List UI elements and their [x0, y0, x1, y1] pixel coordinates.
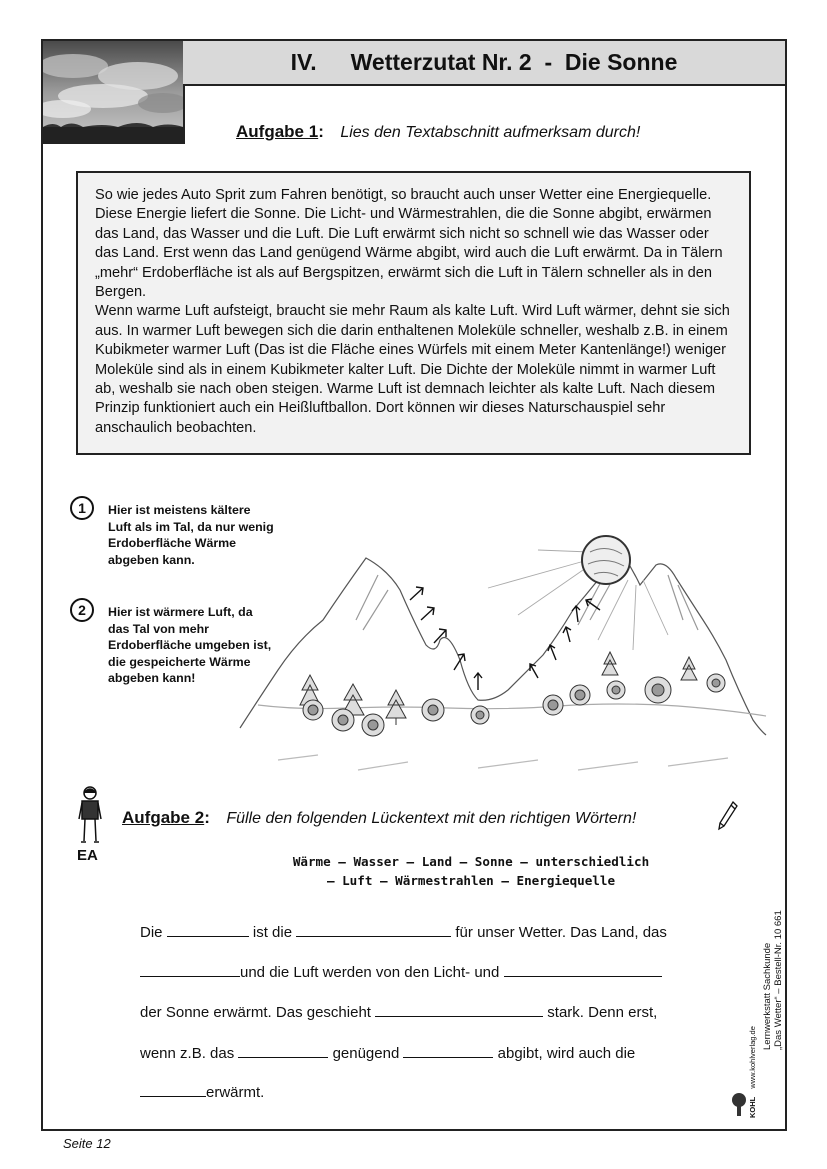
- cloze-line-3: [140, 1002, 657, 1021]
- task2-colon: :: [204, 808, 210, 827]
- page-number: Seite 12: [63, 1136, 111, 1151]
- blank-field[interactable]: [167, 922, 249, 937]
- blank-field[interactable]: [140, 1082, 206, 1097]
- note-2-number: 2: [70, 598, 94, 622]
- work-mode-label: EA: [77, 847, 98, 864]
- chapter-number: IV.: [290, 49, 317, 75]
- publisher-info: [748, 1026, 757, 1118]
- blank-field[interactable]: [238, 1043, 328, 1058]
- cloze-text: der Sonne erwärmt. Das geschieht: [140, 1004, 371, 1021]
- cloze-text: stark. Denn erst,: [547, 1004, 658, 1021]
- task1-instruction: Lies den Textabschnitt aufmerksam durch!: [340, 124, 641, 141]
- cloze-line-2: [140, 962, 662, 981]
- cloze-text: genügend: [332, 1045, 400, 1062]
- cloze-text: Die: [140, 924, 163, 941]
- task1-colon: :: [318, 122, 324, 141]
- cloudy-sky-photo: [43, 41, 185, 144]
- blank-field[interactable]: [403, 1043, 493, 1058]
- blank-field[interactable]: [140, 962, 240, 977]
- task1-label: Aufgabe 1: [236, 122, 319, 141]
- note-1-number: 1: [70, 496, 94, 520]
- task2-label: Aufgabe 2: [122, 808, 205, 827]
- task2-instruction: Fülle den folgenden Lückentext mit den richtigen Wörtern!: [226, 810, 637, 827]
- cloze-text: erwärmt.: [206, 1084, 265, 1101]
- word-bank-line-2: – Luft – Wärmestrahlen – Energiequelle: [326, 873, 616, 888]
- publisher-website: www.kohlverlag.de: [748, 1026, 757, 1089]
- student-figure-icon: [76, 785, 104, 845]
- cloze-text: abgibt, wird auch die: [497, 1045, 636, 1062]
- word-bank-line-1: Wärme – Wasser – Land – Sonne – unterschiedlich: [292, 854, 650, 869]
- note-1-text: Hier ist meistens kältere Luft als im Tal, da nur wenig Erdoberfläche Wärme abgeben kann.: [108, 503, 274, 567]
- reading-paragraph-1: So wie jedes Auto Sprit zum Fahren benötigt, so braucht auch unser Wetter eine Energiequelle. Diese Energie liefert die Sonne. Die Licht- und Wärmestrahlen, die die Sonne abgibt, erwärmen das Land, das Wasser und die Luft. Die Luft erwärmt sich nicht so schnell wie das Wasser oder das Land. Erst wenn das Land genügend Wärme abgibt, wird auch die Luft erwärmt. Da in Tälern „mehr“ Erdoberfläche ist als auf Bergspitzen, erwärmt sich die Luft in Tälern schneller als in den Bergen.: [95, 187, 723, 301]
- side-info-line-2: „Das Wetter“ – Bestell-Nr. 10 661: [773, 910, 784, 1050]
- cloze-line-4: [140, 1043, 635, 1062]
- pencil-icon: [716, 800, 738, 832]
- side-info-line-1: Lernwerkstatt Sachkunde: [762, 942, 773, 1050]
- cloze-line-1: [140, 922, 667, 941]
- blank-field[interactable]: [296, 922, 451, 937]
- note-2-text: Hier ist wärmere Luft, da das Tal von mehr Erdoberfläche umgeben ist, die gespeicherte Wärme abgeben kann!: [108, 605, 272, 685]
- cloze-text: und die Luft werden von den Licht- und: [240, 964, 500, 981]
- task2-heading: [122, 808, 636, 828]
- cloze-text: für unser Wetter. Das Land, das: [455, 924, 667, 941]
- mountain-valley-illustration: [238, 530, 768, 785]
- task1-heading: [236, 122, 640, 142]
- blank-field[interactable]: [504, 962, 662, 977]
- publisher-logo-icon: [730, 1092, 748, 1118]
- blank-field[interactable]: [375, 1002, 543, 1017]
- cloze-text: wenn z.B. das: [140, 1045, 235, 1062]
- reading-paragraph-2: Wenn warme Luft aufsteigt, braucht sie mehr Raum als kalte Luft. Wird Luft wärmer, dehnt sie sich aus. In warmer Luft bewegen sich die darin enthaltenen Moleküle schneller, weshalb z.B. in einem Kubikmeter warmer Luft (Das ist die Fläche eines Würfels mit einem Meter Kantenlänge!) weniger Moleküle sind als in einem Kubikmeter kalter Luft. Die Dichte der Moleküle nimmt in warmer Luft ab, weshalb sie nach oben steigen. Warme Luft ist demnach leichter als kalte Luft. Nach diesem Prinzip funktioniert auch ein Heißluftballon. Dort können wir dieses Naturschauspiel sehr anschaulich beobachten.: [95, 303, 730, 436]
- chapter-title: Wetterzutat Nr. 2 - Die Sonne: [350, 49, 678, 75]
- cloze-line-5: [140, 1082, 264, 1101]
- cloze-text: ist die: [252, 924, 293, 941]
- page-title: [183, 41, 785, 86]
- publisher-name: KOHL: [748, 1096, 757, 1118]
- side-info: [762, 910, 784, 1050]
- word-bank: [255, 852, 687, 890]
- reading-text-box: [76, 171, 751, 455]
